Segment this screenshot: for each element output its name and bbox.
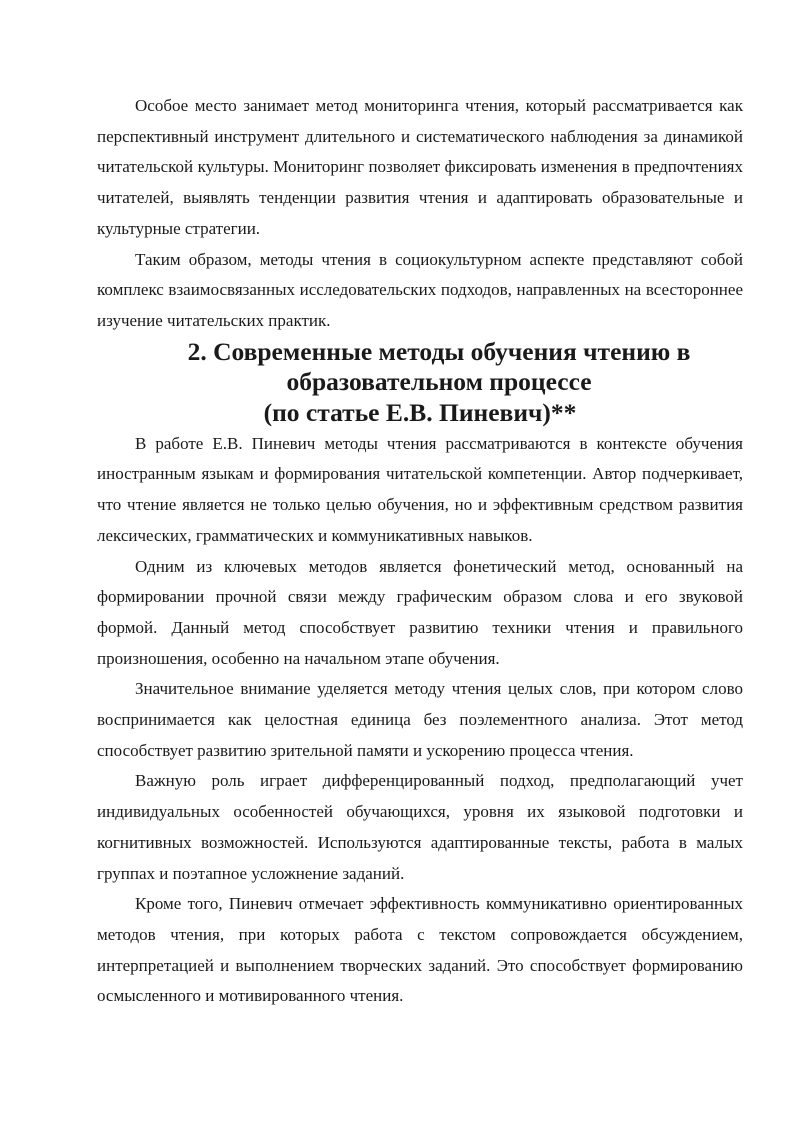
paragraph-conclusion: Таким образом, методы чтения в социокультурном аспекте представляют собой комплекс взаимосвязанных исследовательских подходов, направленных на всестороннее изучение читательских практик. bbox=[97, 249, 743, 330]
paragraph-differentiated-approach: Важную роль играет дифференцированный подход, предполагающий учет индивидуальных особенностей обучающихся, уровня их языковой подготовки и когнитивных возможностей. Используются адаптированные тексты, работа в малых группах и поэтапное усложнение заданий. bbox=[97, 771, 743, 883]
paragraph-monitoring-method: Особое место занимает метод мониторинга чтения, который рассматривается как перспективный инструмент длительного и систематического наблюдения за динамикой читательской культуры. Мониторинг позволяет фиксировать изменения в предпочтениях читателей, выявлять тенденции развития чтения и адаптировать образовательные и культурные стратегии. bbox=[97, 96, 743, 238]
paragraph-whole-word-method: Значительное внимание уделяется методу чтения целых слов, при котором слово воспринимается как целостная единица без поэлементного анализа. Этот метод способствует развитию зрительной памяти и ускорению процесса чтения. bbox=[97, 679, 743, 760]
section-heading-title: 2. Современные методы обучения чтению в образовательном процессе bbox=[187, 336, 691, 397]
paragraph-phonetic-method: Одним из ключевых методов является фонетический метод, основанный на формировании прочной связи между графическим образом слова и его звуковой формой. Данный метод способствует развитию техники чтения и правильного произношения, особенно на начальном этапе обучения. bbox=[97, 556, 743, 668]
section-heading bbox=[97, 337, 743, 429]
paragraph-pinevich-intro: В работе Е.В. Пиневич методы чтения рассматриваются в контексте обучения иностранным языкам и формирования читательской компетенции. Автор подчеркивает, что чтение является не только целью обучения, но и эффективным средством развития лексических, грамматических и коммуникативных навыков. bbox=[97, 433, 743, 545]
document-body bbox=[97, 91, 743, 1012]
paragraph-communicative-methods: Кроме того, Пиневич отмечает эффективность коммуникативно ориентированных методов чтения, при которых работа с текстом сопровождается обсуждением, интерпретацией и выполнением творческих заданий. Это способствует формированию осмысленного и мотивированного чтения. bbox=[97, 894, 743, 1006]
section-heading-subtitle: (по статье Е.В. Пиневич)** bbox=[263, 398, 577, 428]
